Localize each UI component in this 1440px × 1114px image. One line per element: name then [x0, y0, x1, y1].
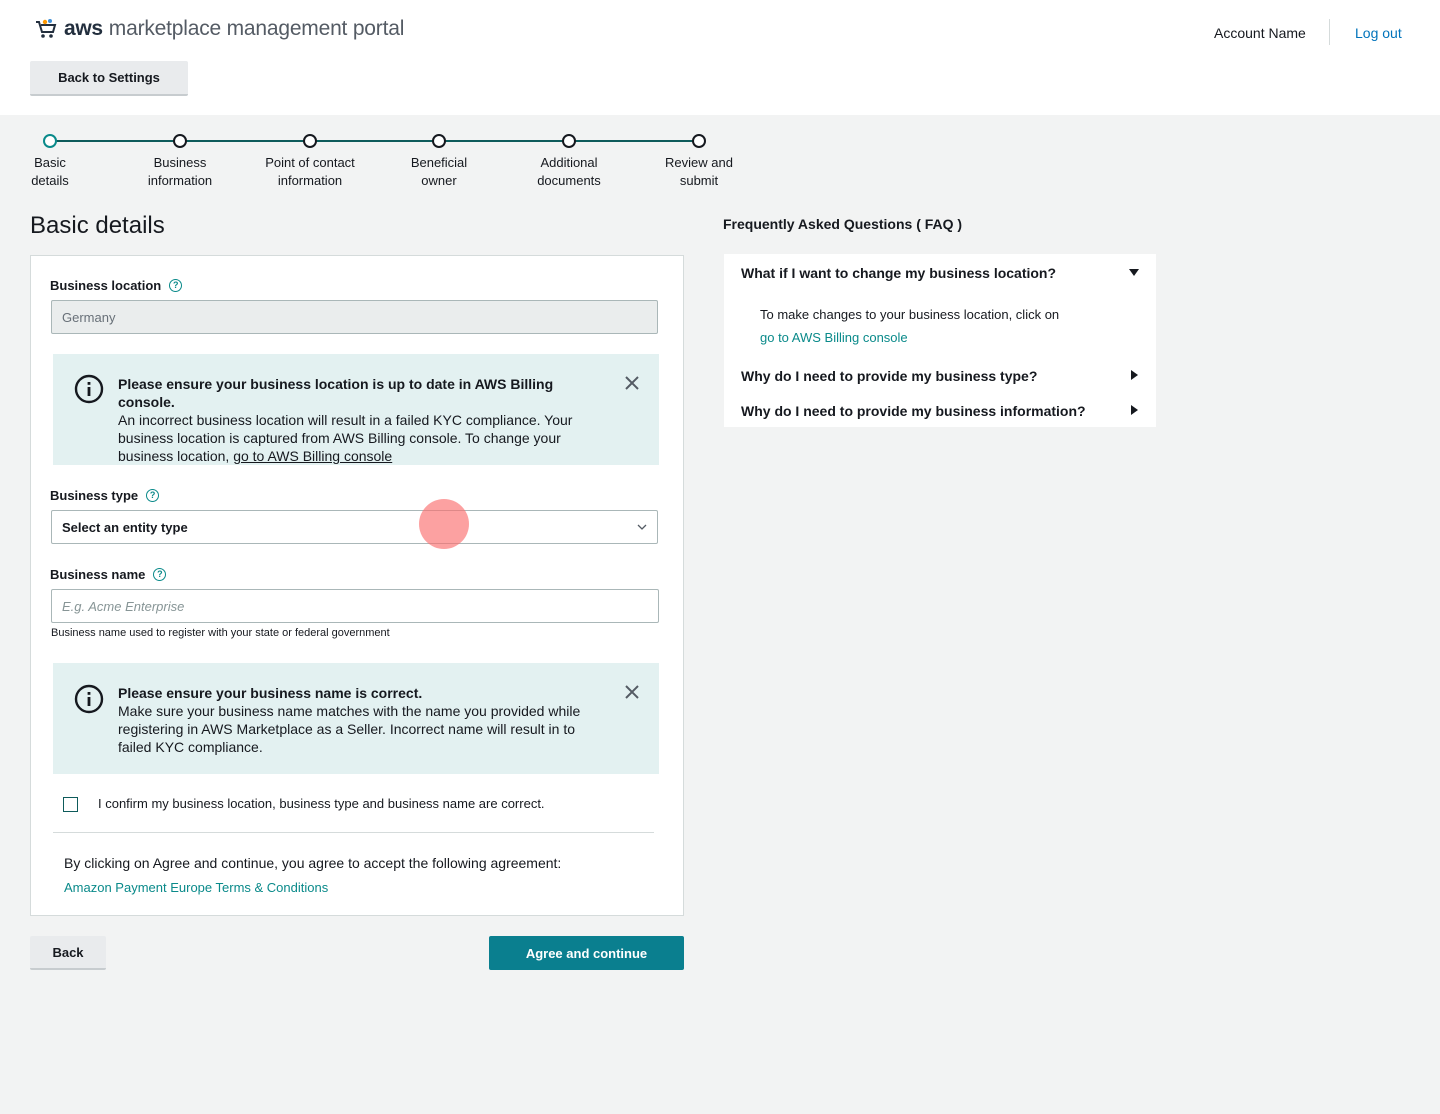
aws-marketplace-logo[interactable]: [34, 17, 404, 41]
faq-item-change-location[interactable]: [741, 265, 1139, 281]
step-dot: [173, 134, 187, 148]
brand-aws: aws: [64, 17, 103, 40]
alert-body: An incorrect business location will result in a failed KYC compliance. Your business location is captured from AWS Billing console. To change your business location,: [118, 412, 573, 464]
step-label: Business information: [147, 155, 213, 188]
agree-and-continue-button[interactable]: Agree and continue: [489, 936, 684, 970]
caret-down-icon: [1129, 267, 1139, 277]
close-icon[interactable]: [625, 685, 639, 699]
alert-content: [118, 375, 588, 465]
step-label: Additional documents: [537, 155, 601, 188]
logout-link[interactable]: Log out: [1355, 25, 1402, 41]
help-icon[interactable]: ?: [146, 489, 159, 502]
back-to-settings-button[interactable]: Back to Settings: [30, 61, 188, 96]
faq-question: What if I want to change my business location?: [741, 265, 1057, 281]
step-dot: [303, 134, 317, 148]
faq-answer: [760, 303, 1059, 349]
alert-content: [118, 684, 588, 756]
step-business-information[interactable]: [115, 134, 245, 190]
account-name[interactable]: Account Name: [1214, 25, 1306, 41]
confirm-checkbox[interactable]: [63, 797, 78, 812]
business-name-label: [50, 567, 166, 582]
cart-logo-icon: [34, 17, 58, 41]
help-icon[interactable]: ?: [169, 279, 182, 292]
alert-title: Please ensure your business name is correct.: [118, 685, 423, 701]
billing-console-link[interactable]: go to AWS Billing console: [233, 448, 393, 464]
business-location-label-text: Business location: [50, 278, 162, 293]
step-beneficial-owner[interactable]: [374, 134, 504, 190]
page-title: Basic details: [30, 212, 165, 239]
terms-link[interactable]: Amazon Payment Europe Terms & Conditions: [64, 880, 329, 895]
form-divider: [53, 832, 654, 833]
faq-question: Why do I need to provide my business type?: [741, 368, 1038, 384]
progress-stepper: [0, 130, 760, 190]
step-label: Beneficial owner: [410, 155, 468, 188]
faq-item-business-type[interactable]: [741, 368, 1139, 384]
close-icon[interactable]: [625, 376, 639, 390]
step-basic-details[interactable]: [0, 134, 115, 190]
business-name-input[interactable]: E.g. Acme Enterprise: [51, 589, 659, 623]
alert-title: Please ensure your business location is up to date in AWS Billing console.: [118, 376, 554, 410]
info-icon: [74, 684, 104, 714]
help-icon[interactable]: ?: [153, 568, 166, 581]
chevron-down-icon: [637, 522, 647, 532]
faq-question: Why do I need to provide my business information?: [741, 403, 1086, 419]
back-button[interactable]: Back: [30, 936, 106, 970]
brand-name: marketplace management portal: [108, 17, 405, 40]
business-type-value: Select an entity type: [62, 519, 188, 535]
business-name-hint: Business name used to register with your state or federal government: [51, 627, 390, 639]
step-dot: [432, 134, 446, 148]
faq-title: Frequently Asked Questions ( FAQ ): [723, 216, 963, 232]
step-dot: [692, 134, 706, 148]
step-label: Review and submit: [665, 155, 733, 188]
faq-item-business-information[interactable]: [741, 403, 1139, 419]
business-name-label-text: Business name: [50, 567, 146, 582]
business-type-label: [50, 488, 159, 503]
alert-body: Make sure your business name matches with the name you provided while registering in AWS Marketplace as a Seller. Incorrect name will result in to failed KYC compliance.: [118, 703, 581, 755]
info-icon: [74, 374, 104, 404]
step-dot: [562, 134, 576, 148]
caret-right-icon: [1129, 405, 1139, 415]
step-additional-documents[interactable]: [504, 134, 634, 190]
step-label: Basic details: [31, 155, 69, 188]
business-name-alert: [53, 663, 659, 774]
step-point-of-contact[interactable]: [245, 134, 375, 190]
business-location-alert: [53, 354, 659, 465]
caret-right-icon: [1129, 370, 1139, 380]
agreement-text: By clicking on Agree and continue, you agree to accept the following agreement:: [64, 855, 562, 871]
step-dot: [43, 134, 57, 148]
step-review-and-submit[interactable]: [634, 134, 764, 190]
faq-answer-text: To make changes to your business location, click on: [760, 307, 1060, 322]
step-label: Point of contact information: [265, 155, 355, 188]
header-divider: [1329, 19, 1330, 45]
business-location-label: [50, 278, 182, 293]
confirm-checkbox-label[interactable]: I confirm my business location, business type and business name are correct.: [98, 796, 545, 811]
top-header: [0, 0, 1440, 115]
faq-panel: [724, 254, 1156, 427]
business-type-label-text: Business type: [50, 488, 139, 503]
faq-billing-console-link[interactable]: go to AWS Billing console: [760, 330, 908, 345]
business-type-select[interactable]: [51, 510, 658, 544]
basic-details-form: [30, 255, 684, 916]
business-location-field: Germany: [51, 300, 658, 334]
